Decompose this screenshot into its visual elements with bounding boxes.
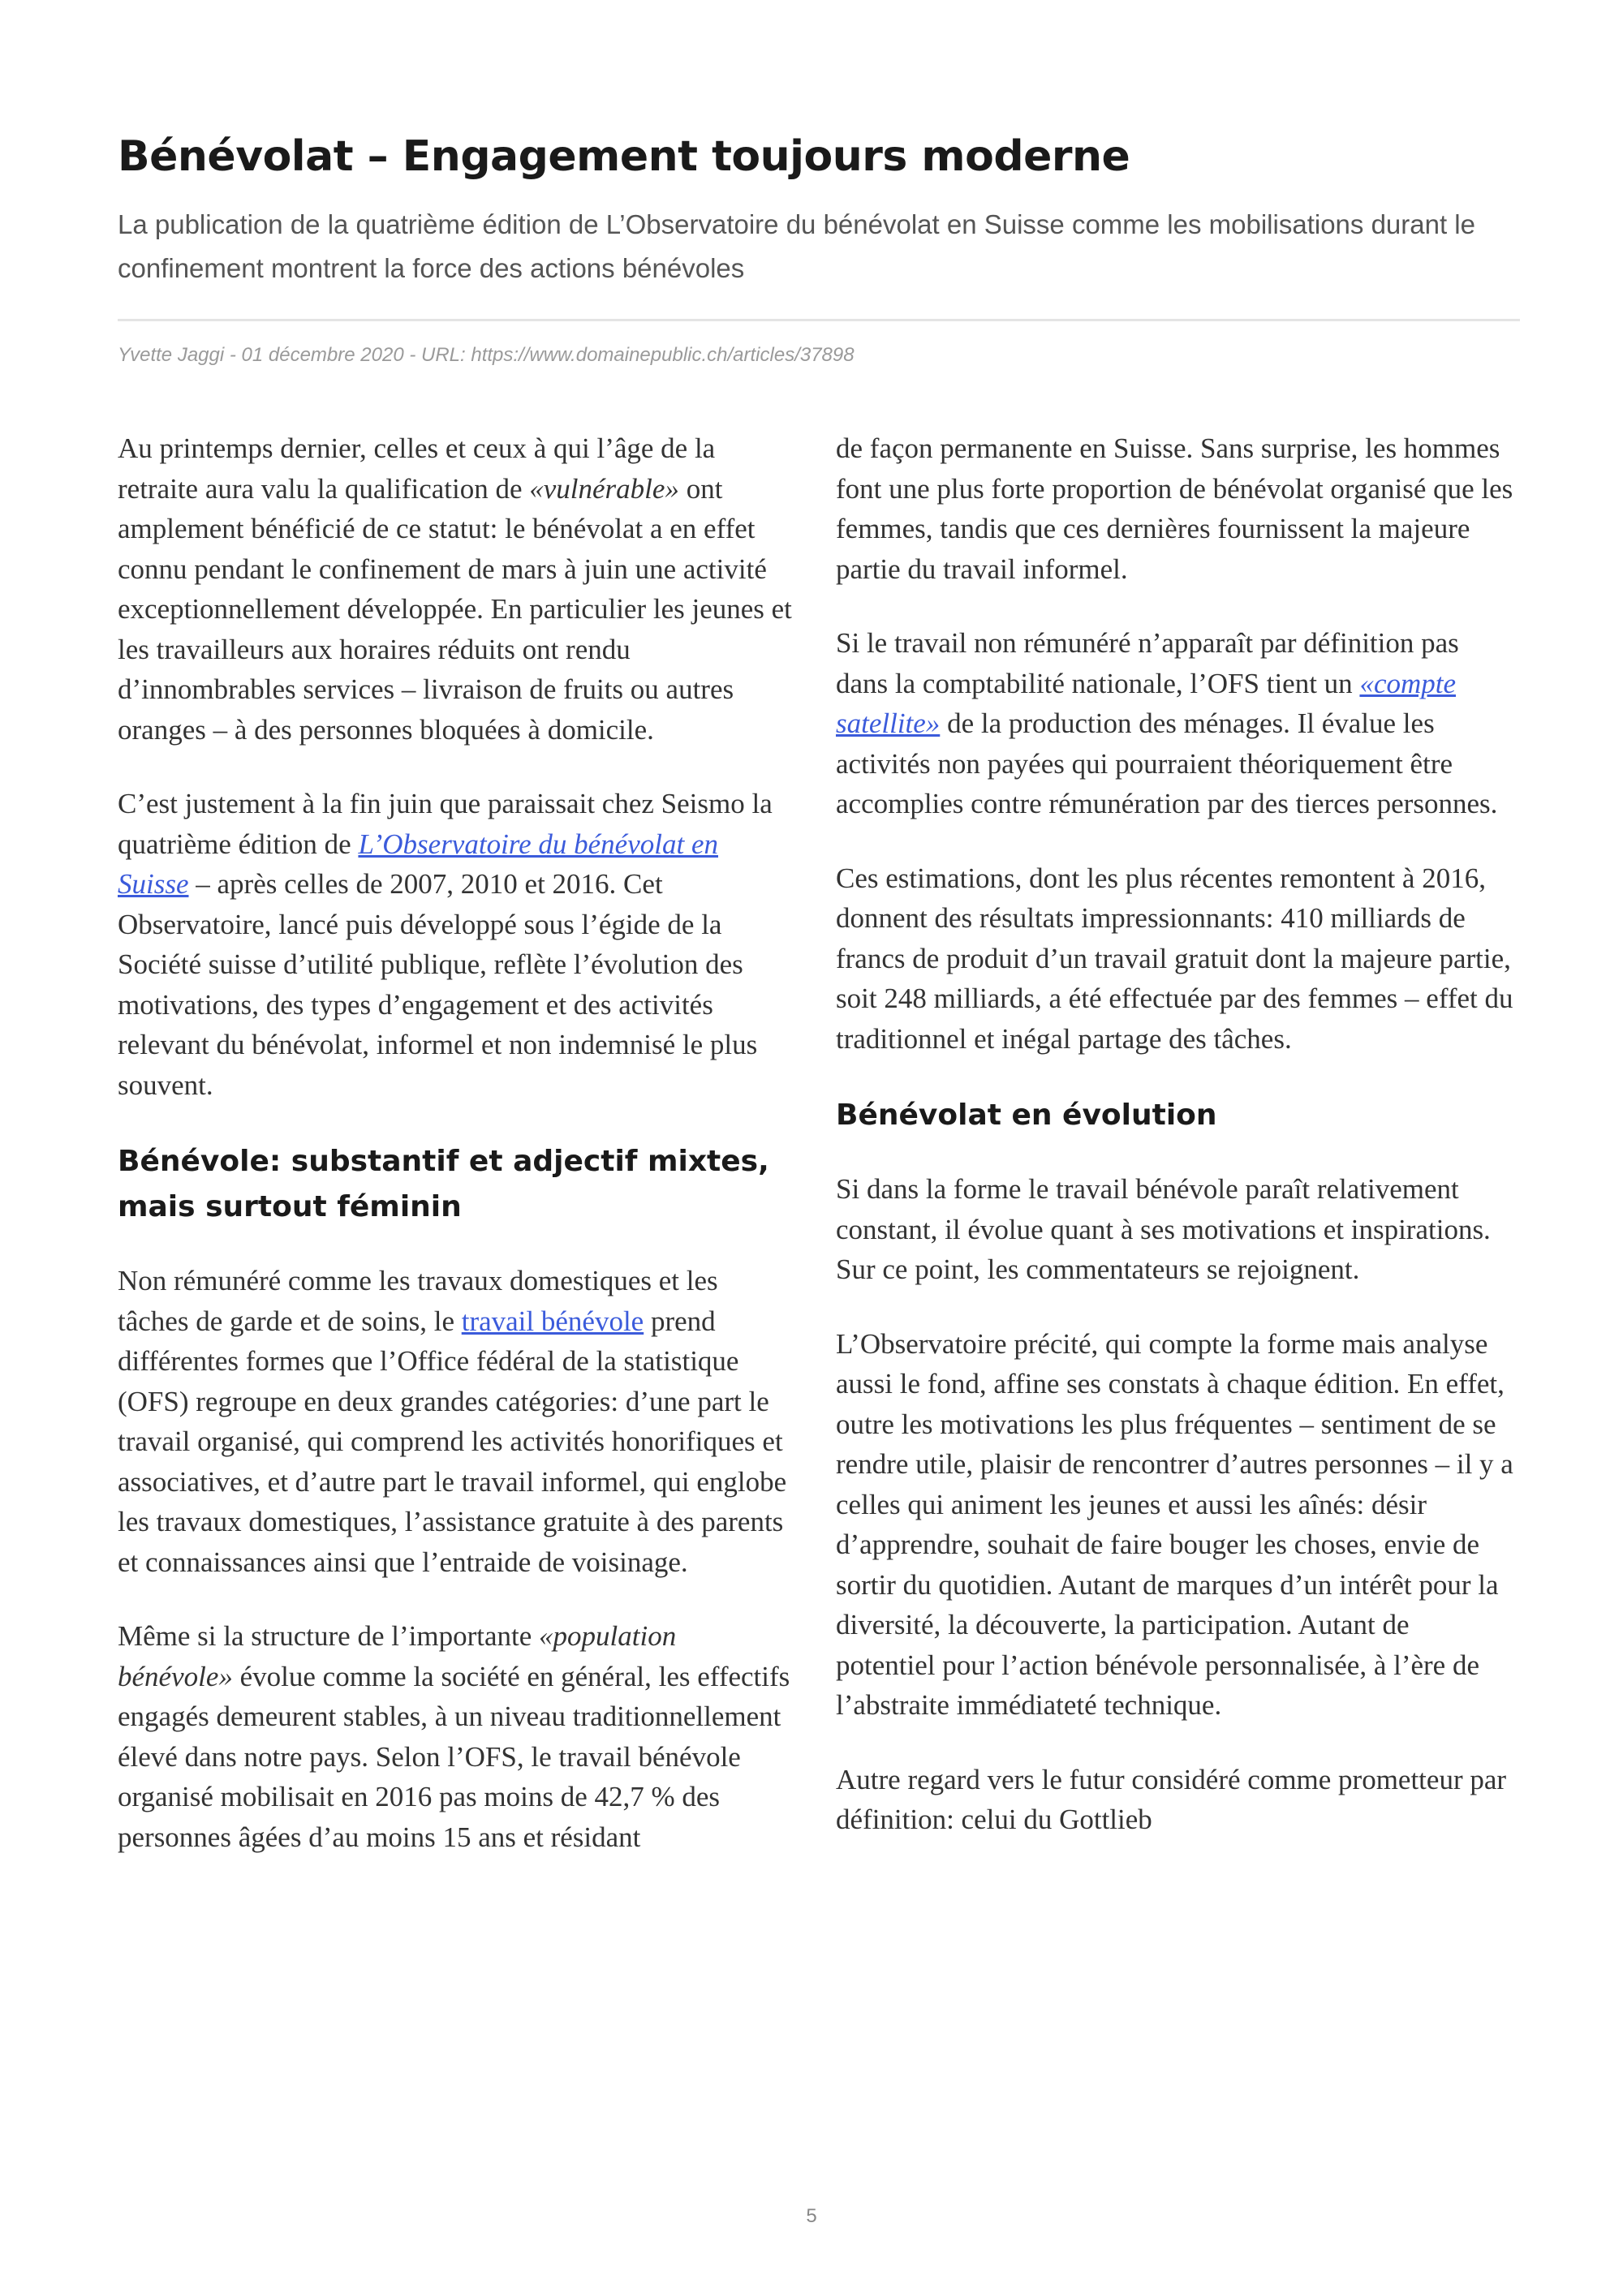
observatoire-link[interactable]: L’Observatoire du bénévolat en Suisse [118, 828, 718, 900]
travail-benevole-link[interactable]: travail bénévole [461, 1305, 644, 1337]
paragraph [118, 1616, 795, 1857]
emphasis-text: «population bénévole» [118, 1620, 677, 1692]
paragraph: de façon permanente en Suisse. Sans surprise, les hommes font une plus forte proportion de bénévolat organisé que les femmes, tandis que ces dernières fournissent la majeure partie du travail informel. [836, 432, 1513, 585]
article-title: Bénévolat – Engagement toujours moderne [118, 132, 1130, 181]
emphasis-text: «vulnérable» [529, 472, 679, 505]
paragraph-text: – après celles de 2007, 2010 et 2016. Cet Observatoire, lancé puis développé sous l’égide de la Société suisse d’utilité publique, reflète l’évolution des motivations, des types d’engagement et des activités relevant du bénévolat, informel et non indemnisé le plus souvent. [118, 868, 758, 1101]
paragraph: L’Observatoire précité, qui compte la forme mais analyse aussi le fond, affine ses constats à chaque édition. En effet, outre les motivations les plus fréquentes – sentiment de se rendre utile, plaisir de rencontrer d’autres personnes – il y a celles qui animent les jeunes et aussi les aînés: désir d’apprendre, souhait de faire bouger les choses, envie de sortir du quotidien. Autant de marques d’un intérêt pour la diversité, la découverte, la participation. Autant de potentiel pour l’action bénévole personnalisée, à l’ère de l’abstraite immédiateté technique. [836, 1327, 1513, 1721]
section-heading: Bénévolat en évolution [836, 1099, 1217, 1132]
paragraph-text: Non rémunéré comme les travaux domestiques et les tâches de garde et de soins, le [118, 1265, 718, 1337]
paragraph-text: de la production des ménages. Il évalue les activités non payées qui pourraient théoriquement être accomplies contre rémunération par des tierces personnes. [836, 707, 1498, 819]
article-meta: Yvette Jaggi - 01 décembre 2020 - URL: https://www.domainepublic.ch/articles/37898 [118, 344, 855, 366]
paragraph-text: évolue comme la société en général, les effectifs engagés demeurent stables, à un niveau traditionnellement élevé dans notre pays. Selon l’OFS, le travail bénévole organisé mobilisait en 2016 pas moins de 42,7 % des personnes âgées d’au moins 15 ans et résidant [118, 1660, 790, 1853]
left-column [118, 428, 795, 1891]
paragraph: Si dans la forme le travail bénévole paraît relativement constant, il évolue quant à ses motivations et inspirations. Sur ce point, les commentateurs se rejoignent. [836, 1173, 1491, 1285]
paragraph [836, 623, 1513, 824]
paragraph-text: Même si la structure de l’importante [118, 1620, 540, 1652]
paragraph-text: Si le travail non rémunéré n’apparaît par définition pas dans la comptabilité nationale, l’OFS tient un [836, 627, 1459, 699]
header-divider [118, 319, 1520, 321]
article-subtitle: La publication de la quatrième édition de L’Observatoire du bénévolat en Suisse comme les mobilisations durant le confinement montrent la force des actions bénévoles [118, 209, 1475, 283]
paragraph-text: C’est justement à la fin juin que paraissait chez Seismo la quatrième édition de [118, 788, 773, 860]
paragraph: Autre regard vers le futur considéré comme prometteur par définition: celui du Gottlieb [836, 1763, 1507, 1835]
right-column [836, 428, 1513, 1874]
paragraph-text: prend différentes formes que l’Office fédéral de la statistique (OFS) regroupe en deux grandes catégories: d’une part le travail organisé, qui comprend les activités honorifiques et associatives, et d’autre part le travail informel, qui englobe les travaux domestiques, l’assistance gratuite à des parents et connaissances ainsi que l’entraide de voisinage. [118, 1305, 787, 1578]
paragraph-text: Au printemps dernier, celles et ceux à qui l’âge de la retraite aura valu la qualification de [118, 432, 716, 505]
page-number: 5 [806, 2205, 817, 2227]
paragraph [118, 428, 795, 750]
paragraph [118, 784, 795, 1105]
paragraph [118, 1261, 795, 1582]
compte-satellite-link[interactable]: «compte satellite» [836, 667, 1457, 739]
paragraph: Ces estimations, dont les plus récentes remontent à 2016, donnent des résultats impressionnants: 410 milliards de francs de produit d’un travail gratuit dont la majeure partie, soit 248 milliards, a été effectuée par des femmes – effet du traditionnel et inégal partage des tâches. [836, 862, 1513, 1055]
paragraph-text: ont amplement bénéficié de ce statut: le bénévolat a en effet connu pendant le confinement de mars à juin une activité exceptionnellement développée. En particulier les jeunes et les travailleurs aux horaires réduits ont rendu d’innombrables services – livraison de fruits ou autres oranges – à des personnes bloquées à domicile. [118, 472, 792, 746]
section-heading: Bénévole: substantif et adjectif mixtes, mais surtout féminin [118, 1145, 769, 1223]
